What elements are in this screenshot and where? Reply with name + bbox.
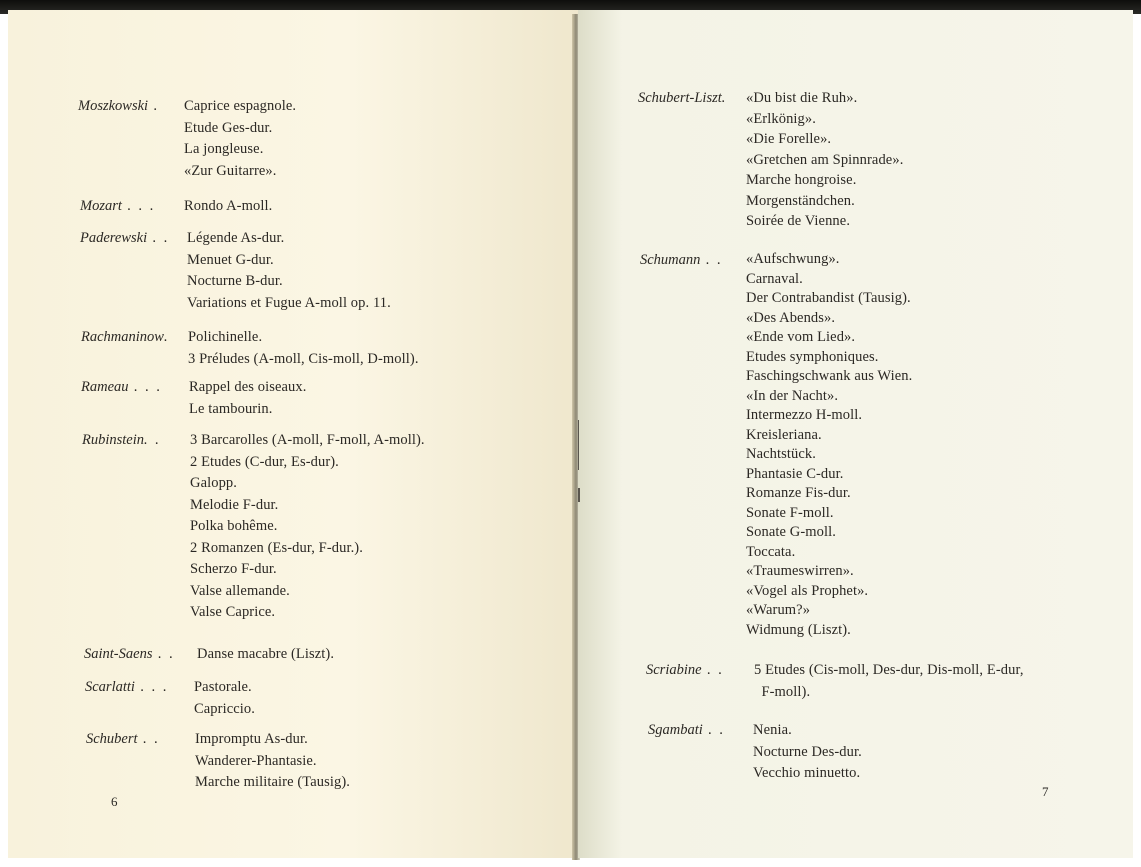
work-title: Rondo A-moll.: [184, 198, 273, 214]
works-list: [754, 660, 1024, 703]
work-title: «Ende vom Lied».: [746, 329, 856, 345]
work-title: 2 Etudes (C-dur, Es-dur).: [190, 453, 339, 470]
works-list: [197, 644, 334, 666]
composer-name: Schubert-Liszt.: [638, 90, 726, 106]
work-title: «Aufschwung».: [746, 251, 840, 267]
work-title: F-moll).: [754, 683, 811, 700]
work-title: Impromptu As-dur.: [195, 731, 308, 747]
work-title: Nocturne B-dur.: [187, 273, 283, 289]
work-title: 3 Préludes (A-moll, Cis-moll, D-moll).: [188, 350, 419, 367]
work-title: Polka bohême.: [190, 518, 278, 534]
work-title: «Vogel als Prophet».: [746, 582, 869, 599]
work-title: Etudes symphoniques.: [746, 348, 879, 365]
works-list: [187, 228, 391, 314]
left-page: [8, 10, 578, 858]
work-title: Morgenständchen.: [746, 192, 855, 209]
works-list: [194, 677, 255, 720]
work-title: Sonate F-moll.: [746, 504, 834, 521]
work-title: Kreisleriana.: [746, 426, 822, 443]
composer-name: Mozart . . .: [80, 198, 156, 214]
work-title: «Zur Guitarre».: [184, 162, 277, 179]
work-title: Valse Caprice.: [190, 604, 276, 620]
work-title: Romanze Fis-dur.: [746, 485, 851, 501]
binding-crease: [578, 488, 580, 502]
work-title: «Warum?»: [746, 602, 811, 618]
work-title: Carnaval.: [746, 270, 803, 287]
work-title: Soirée de Vienne.: [746, 213, 851, 229]
composer-name: Rubinstein. .: [82, 432, 161, 448]
composer-name: Rameau . . .: [81, 379, 163, 395]
work-title: «In der Nacht».: [746, 387, 839, 404]
work-title: «Du bist die Ruh».: [746, 90, 858, 106]
work-title: Vecchio minuetto.: [753, 765, 861, 781]
works-list: [746, 250, 912, 640]
binding-crease: [578, 420, 579, 470]
work-title: 2 Romanzen (Es-dur, F-dur.).: [190, 539, 363, 556]
works-list: [188, 327, 419, 370]
page-number: 6: [111, 794, 118, 809]
works-list: [753, 720, 862, 785]
work-title: Nocturne Des-dur.: [753, 743, 862, 760]
work-title: Variations et Fugue A-moll op. 11.: [187, 294, 391, 311]
work-title: «Erlkönig».: [746, 110, 816, 127]
composer-name: Scarlatti . . .: [85, 679, 169, 695]
composer-name: Schumann . .: [640, 252, 723, 268]
show-through: [478, 98, 481, 119]
work-title: Menuet G-dur.: [187, 251, 274, 268]
work-title: Intermezzo H-moll.: [746, 407, 863, 423]
work-title: Rappel des oiseaux.: [189, 379, 307, 395]
works-list: [746, 88, 903, 232]
work-title: 5 Etudes (Cis-moll, Des-dur, Dis-moll, E-dur,: [754, 662, 1024, 678]
works-list: [190, 430, 425, 624]
work-title: Marche hongroise.: [746, 172, 857, 188]
composer-name: Sgambati . .: [648, 722, 726, 738]
work-title: Phantasie C-dur.: [746, 465, 844, 482]
composer-name: Rachmaninow.: [81, 329, 170, 345]
work-title: Légende As-dur.: [187, 230, 285, 246]
work-title: «Gretchen am Spinnrade».: [746, 151, 904, 168]
work-title: «Traumeswirren».: [746, 563, 854, 579]
work-title: «Die Forelle».: [746, 131, 832, 147]
work-title: Faschingschwank aus Wien.: [746, 368, 913, 384]
work-title: Nenia.: [753, 722, 792, 738]
work-title: La jongleuse.: [184, 141, 264, 157]
work-title: Nachtstück.: [746, 446, 816, 462]
work-title: Pastorale.: [194, 679, 252, 695]
composer-name: Scriabine . .: [646, 662, 725, 678]
work-title: Caprice espagnole.: [184, 98, 297, 114]
work-title: Polichinelle.: [188, 329, 263, 345]
composer-name: Schubert . .: [86, 731, 161, 747]
work-title: Scherzo F-dur.: [190, 561, 277, 577]
work-title: Etude Ges-dur.: [184, 119, 273, 136]
work-title: Wanderer-Phantasie.: [195, 752, 317, 769]
work-title: 3 Barcarolles (A-moll, F-moll, A-moll).: [190, 432, 425, 448]
works-list: [184, 96, 296, 182]
work-title: Melodie F-dur.: [190, 496, 279, 513]
work-title: Sonate G-moll.: [746, 524, 836, 540]
composer-name: Moszkowski .: [78, 98, 160, 114]
work-title: Toccata.: [746, 543, 796, 560]
works-list: [184, 196, 272, 218]
work-title: Le tambourin.: [189, 400, 273, 417]
work-title: Capriccio.: [194, 700, 255, 717]
work-title: Galopp.: [190, 475, 238, 491]
works-list: [195, 729, 350, 794]
works-list: [189, 377, 306, 420]
composer-name: Saint-Saens . .: [84, 646, 175, 662]
right-page: [578, 10, 1133, 858]
work-title: Der Contrabandist (Tausig).: [746, 290, 911, 306]
work-title: Marche militaire (Tausig).: [195, 774, 350, 790]
page-number: 7: [1042, 784, 1049, 799]
work-title: Widmung (Liszt).: [746, 621, 851, 638]
work-title: Danse macabre (Liszt).: [197, 646, 335, 662]
work-title: «Des Abends».: [746, 309, 836, 326]
composer-name: Paderewski . .: [80, 230, 170, 246]
work-title: Valse allemande.: [190, 582, 290, 599]
